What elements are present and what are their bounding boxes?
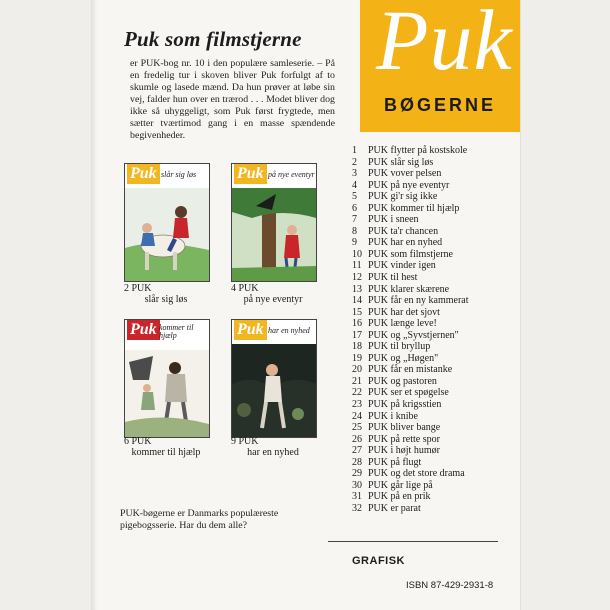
series-number: 7 bbox=[352, 214, 357, 226]
series-title: PUK på flugt bbox=[368, 456, 422, 468]
cover-header bbox=[232, 164, 316, 186]
series-number: 30 bbox=[352, 479, 362, 491]
series-number: 17 bbox=[352, 329, 362, 341]
cover-caption bbox=[124, 436, 208, 458]
series-title: PUK i knibe bbox=[368, 410, 418, 422]
brand-block bbox=[360, 0, 520, 132]
series-item bbox=[352, 503, 522, 515]
series-number: 11 bbox=[352, 260, 362, 272]
cover-illustration bbox=[232, 188, 316, 281]
series-list bbox=[352, 145, 522, 515]
cover-caption bbox=[124, 283, 208, 305]
caption-title: slår sig løs bbox=[144, 294, 188, 305]
series-title: PUK på en prik bbox=[368, 491, 431, 503]
series-item bbox=[352, 226, 522, 238]
series-number: 31 bbox=[352, 491, 362, 503]
cover-header bbox=[125, 320, 209, 350]
series-item bbox=[352, 307, 522, 319]
cover-thumbnail bbox=[231, 163, 317, 282]
series-footer-text: PUK-bøgerne er Danmarks populæreste pigebogsserie. Har du dem alle? bbox=[120, 508, 279, 531]
caption-title: kommer til hjælp bbox=[131, 447, 201, 458]
series-item bbox=[352, 422, 522, 434]
series-item bbox=[352, 145, 522, 157]
series-title: PUK og pastoren bbox=[368, 375, 437, 387]
series-number: 29 bbox=[352, 468, 362, 480]
brand-subtitle: BØGERNE bbox=[383, 95, 496, 115]
series-number: 24 bbox=[352, 410, 362, 422]
series-number: 4 bbox=[352, 179, 357, 191]
series-number: 15 bbox=[352, 306, 362, 318]
series-item bbox=[352, 434, 522, 446]
series-item bbox=[352, 468, 522, 480]
series-title: PUK har det sjovt bbox=[368, 306, 440, 318]
series-item bbox=[352, 411, 522, 423]
series-title: PUK på nye eventyr bbox=[368, 179, 450, 191]
series-title: PUK er parat bbox=[368, 502, 421, 514]
publisher: GRAFISK bbox=[352, 555, 405, 567]
series-item bbox=[352, 318, 522, 330]
caption-number: 4 PUK bbox=[231, 283, 259, 294]
blurb-text: er PUK-bog nr. 10 i den populære samleserie. – På en fredelig tur i skoven bliver Puk forfulgt af to skumle og lasede mænd. Da hun prøver at løbe sin vej, falder hun over en trærod . . . Modet bliver dog ikke så uhyggeligt, som Puk først frygtede, men sætter tværtimod gang i en masse spændende begivenheder. bbox=[130, 58, 335, 141]
cover-illustration bbox=[232, 344, 316, 437]
series-item bbox=[352, 341, 522, 353]
series-title: PUK kommer til hjælp bbox=[368, 202, 460, 214]
series-title: PUK får en mistanke bbox=[368, 364, 453, 376]
series-title: PUK får en ny kammerat bbox=[368, 295, 469, 307]
series-item bbox=[352, 445, 522, 457]
series-item bbox=[352, 399, 522, 411]
series-title: PUK flytter på kostskole bbox=[368, 145, 468, 156]
series-number: 16 bbox=[352, 318, 362, 330]
series-number: 6 bbox=[352, 202, 357, 214]
series-item bbox=[352, 260, 522, 272]
series-title: PUK slår sig løs bbox=[368, 156, 434, 168]
series-item bbox=[352, 191, 522, 203]
cover-logo: Puk bbox=[234, 164, 267, 184]
cover-title: har en nyhed bbox=[268, 326, 310, 335]
cover-edge bbox=[92, 0, 97, 610]
series-item bbox=[352, 387, 522, 399]
series-item bbox=[352, 376, 522, 388]
series-title: PUK og „Syvstjernen" bbox=[368, 329, 459, 341]
caption-number: 2 PUK bbox=[124, 283, 152, 294]
cover-header bbox=[125, 164, 209, 186]
cover-logo: Puk bbox=[127, 164, 160, 184]
series-number: 22 bbox=[352, 387, 362, 399]
series-item bbox=[352, 364, 522, 376]
series-item bbox=[352, 180, 522, 192]
series-title: PUK ser et spøgelse bbox=[368, 387, 449, 399]
book-title: Puk som filmstjerne bbox=[124, 27, 302, 51]
series-item bbox=[352, 168, 522, 180]
cover-illustration bbox=[125, 188, 209, 281]
series-number: 10 bbox=[352, 248, 362, 260]
series-number: 5 bbox=[352, 191, 357, 203]
isbn: ISBN 87-429-2931-8 bbox=[406, 580, 494, 591]
series-number: 27 bbox=[352, 445, 362, 457]
series-item bbox=[352, 295, 522, 307]
series-item bbox=[352, 353, 522, 365]
series-title: PUK længe leve! bbox=[368, 318, 437, 330]
book-blurb bbox=[130, 58, 335, 142]
cover-title: slår sig løs bbox=[161, 170, 197, 179]
series-number: 20 bbox=[352, 364, 362, 376]
caption-title: har en nyhed bbox=[247, 447, 299, 458]
series-item bbox=[352, 157, 522, 169]
cover-thumbnail bbox=[124, 163, 210, 282]
brand-logo: Puk bbox=[376, 0, 513, 88]
series-number: 28 bbox=[352, 456, 362, 468]
series-title: PUK vinder igen bbox=[368, 260, 436, 272]
series-item bbox=[352, 480, 522, 492]
series-title: PUK ta'r chancen bbox=[368, 225, 439, 237]
series-title: PUK til bryllup bbox=[368, 341, 431, 353]
caption-title: på nye eventyr bbox=[243, 294, 303, 305]
series-title: PUK bliver bange bbox=[368, 422, 441, 434]
series-number: 14 bbox=[352, 295, 362, 307]
caption-number: 9 PUK bbox=[231, 436, 259, 447]
series-number: 18 bbox=[352, 341, 362, 353]
series-title: PUK gi'r sig ikke bbox=[368, 191, 438, 203]
series-item bbox=[352, 330, 522, 342]
series-item bbox=[352, 214, 522, 226]
series-number: 3 bbox=[352, 168, 357, 180]
series-number: 25 bbox=[352, 422, 362, 434]
series-item bbox=[352, 203, 522, 215]
series-title: PUK på krigsstien bbox=[368, 399, 442, 411]
series-number: 21 bbox=[352, 375, 362, 387]
series-title: PUK og det store drama bbox=[368, 468, 465, 480]
series-number: 1 bbox=[352, 145, 357, 156]
series-title: PUK til hest bbox=[368, 272, 418, 284]
cover-title: kommer til hjælp bbox=[159, 323, 194, 340]
series-number: 13 bbox=[352, 283, 362, 295]
series-title: PUK går lige på bbox=[368, 479, 433, 491]
series-number: 9 bbox=[352, 237, 357, 249]
series-item bbox=[352, 237, 522, 249]
series-title: PUK på rette spor bbox=[368, 433, 440, 445]
cover-illustration bbox=[125, 350, 209, 437]
series-item bbox=[352, 249, 522, 261]
caption-number: 6 PUK bbox=[124, 436, 152, 447]
cover-thumbnail bbox=[124, 319, 210, 438]
cover-caption bbox=[231, 436, 315, 458]
series-number: 32 bbox=[352, 502, 362, 514]
series-number: 23 bbox=[352, 399, 362, 411]
cover-thumbnail bbox=[231, 319, 317, 438]
series-title: PUK i sneen bbox=[368, 214, 419, 226]
cover-logo: Puk bbox=[234, 320, 267, 340]
series-title: PUK klarer skærene bbox=[368, 283, 450, 295]
series-title: PUK som filmstjerne bbox=[368, 248, 453, 260]
series-number: 26 bbox=[352, 433, 362, 445]
series-number: 2 bbox=[352, 156, 357, 168]
series-number: 12 bbox=[352, 272, 362, 284]
series-item bbox=[352, 284, 522, 296]
cover-header bbox=[232, 320, 316, 342]
series-title: PUK vover pelsen bbox=[368, 168, 442, 180]
cover-caption bbox=[231, 283, 315, 305]
series-item bbox=[352, 457, 522, 469]
series-title: PUK og „Høgen" bbox=[368, 352, 439, 364]
series-item bbox=[352, 272, 522, 284]
divider bbox=[328, 541, 498, 542]
series-title: PUK i højt humør bbox=[368, 445, 440, 457]
cover-logo: Puk bbox=[127, 320, 160, 340]
series-number: 8 bbox=[352, 225, 357, 237]
series-number: 19 bbox=[352, 352, 362, 364]
series-title: PUK har en nyhed bbox=[368, 237, 443, 249]
series-item bbox=[352, 491, 522, 503]
cover-title: på nye eventyr bbox=[268, 170, 315, 179]
